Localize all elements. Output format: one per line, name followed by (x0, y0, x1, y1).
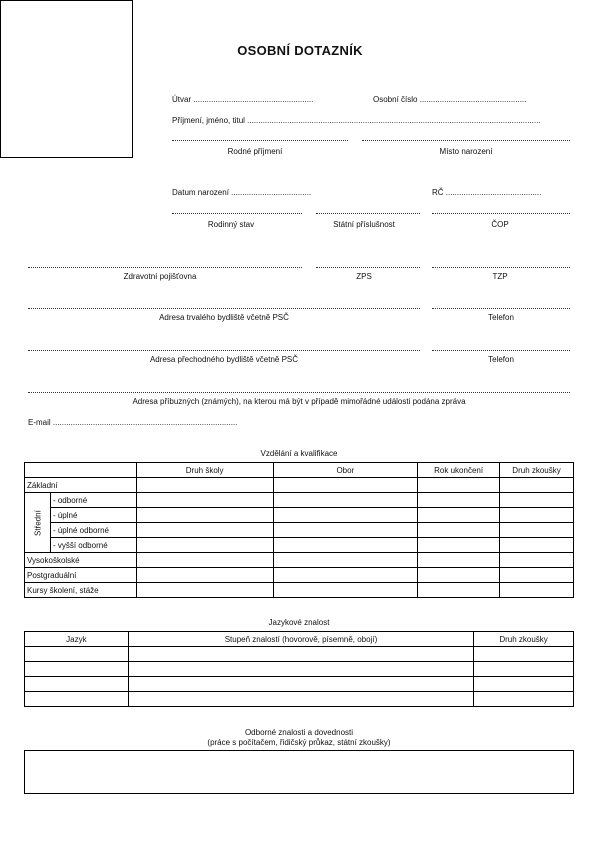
languages-cell[interactable] (128, 662, 473, 677)
education-cell[interactable] (273, 538, 418, 553)
education-label-uplne-odborne: - úplné odborné (50, 523, 136, 538)
photo-box[interactable] (0, 0, 133, 158)
zdravotni-pojistovna-label: Zdravotní pojišťovna (123, 272, 197, 281)
telefon1-label: Telefon (488, 313, 514, 322)
rodne-prijmeni-line[interactable] (172, 140, 348, 141)
education-cell[interactable] (418, 553, 500, 568)
misto-narozeni-label: Místo narození (439, 147, 493, 156)
education-header-rok: Rok ukončení (418, 463, 500, 478)
languages-row (25, 662, 574, 677)
languages-row (25, 677, 574, 692)
education-cell[interactable] (273, 583, 418, 598)
education-row-zakladni (25, 478, 574, 493)
languages-header-row (25, 632, 574, 647)
education-cell[interactable] (418, 523, 500, 538)
education-row-stredni-odborne (25, 493, 574, 508)
education-label-zakladni: Základní (25, 478, 137, 493)
education-cell[interactable] (500, 493, 574, 508)
languages-header-druh-zkousky: Druh zkoušky (474, 632, 574, 647)
education-label-uplne: - úplné (50, 508, 136, 523)
education-label-vysokoskolske: Vysokoškolské (25, 553, 137, 568)
education-header-empty (25, 463, 137, 478)
adresa-pribuznych-label: Adresa příbuzných (známých), na kterou má být v případě mimořádné události podána zpráva (132, 397, 466, 406)
education-cell[interactable] (136, 478, 273, 493)
education-cell[interactable] (136, 583, 273, 598)
languages-cell[interactable] (25, 647, 129, 662)
languages-title: Jazykové znalost (268, 618, 330, 627)
education-row-stredni-uplne (25, 508, 574, 523)
education-cell[interactable] (418, 568, 500, 583)
education-cell[interactable] (500, 568, 574, 583)
languages-header-stupen: Stupeň znalostí (hovorově, písemně, obojí) (128, 632, 473, 647)
education-cell[interactable] (418, 508, 500, 523)
datum-narozeni-field[interactable]: Datum narození .................................... (172, 188, 312, 197)
statni-prislusnost-line[interactable] (316, 213, 420, 214)
telefon2-line[interactable] (432, 350, 570, 351)
education-cell[interactable] (418, 493, 500, 508)
education-cell[interactable] (273, 523, 418, 538)
page-title: OSOBNÍ DOTAZNÍK (237, 43, 363, 58)
education-row-postgradualni (25, 568, 574, 583)
skills-subtitle: (práce s počítačem, řidičský průkaz, státní zkoušky) (207, 738, 391, 747)
tzp-label: TZP (492, 272, 508, 281)
zps-line[interactable] (316, 267, 420, 268)
telefon2-label: Telefon (488, 355, 514, 364)
zps-label: ZPS (356, 272, 372, 281)
education-cell[interactable] (418, 478, 500, 493)
education-cell[interactable] (273, 508, 418, 523)
adresa-prechodneho-label: Adresa přechodného bydliště včetně PSČ (149, 355, 299, 364)
education-row-kursy (25, 583, 574, 598)
rodinny-stav-line[interactable] (172, 213, 302, 214)
email-field[interactable]: E-mail ................................................................................... (28, 418, 238, 427)
education-cell[interactable] (273, 553, 418, 568)
telefon1-line[interactable] (432, 308, 570, 309)
languages-cell[interactable] (128, 647, 473, 662)
languages-row (25, 692, 574, 707)
education-label-stredni: Střední (25, 493, 51, 553)
zdravotni-pojistovna-line[interactable] (28, 267, 302, 268)
adresa-trvaleho-line[interactable] (28, 308, 420, 309)
education-cell[interactable] (273, 493, 418, 508)
education-label-odborne: - odborné (50, 493, 136, 508)
education-header-obor: Obor (273, 463, 418, 478)
education-cell[interactable] (500, 583, 574, 598)
languages-cell[interactable] (128, 692, 473, 707)
education-cell[interactable] (136, 493, 273, 508)
education-header-druh-skoly: Druh školy (136, 463, 273, 478)
adresa-pribuznych-line[interactable] (28, 392, 570, 393)
languages-header-jazyk: Jazyk (25, 632, 129, 647)
rodinny-stav-label: Rodinný stav (207, 220, 255, 229)
cop-label: ČOP (491, 220, 509, 229)
education-header-row (25, 463, 574, 478)
education-cell[interactable] (136, 508, 273, 523)
education-cell[interactable] (136, 538, 273, 553)
education-table (24, 462, 574, 598)
education-cell[interactable] (136, 553, 273, 568)
education-cell[interactable] (500, 478, 574, 493)
rodne-prijmeni-label: Rodné příjmení (227, 147, 283, 156)
education-cell[interactable] (136, 523, 273, 538)
adresa-trvaleho-label: Adresa trvalého bydliště včetně PSČ (159, 313, 289, 322)
education-cell[interactable] (500, 553, 574, 568)
statni-prislusnost-label: Státní příslušnost (333, 220, 395, 229)
education-cell[interactable] (500, 538, 574, 553)
skills-title: Odborné znalosti a dovednosti (244, 728, 354, 737)
languages-cell[interactable] (474, 692, 574, 707)
education-row-vysokoskolske (25, 553, 574, 568)
languages-cell[interactable] (128, 677, 473, 692)
languages-cell[interactable] (25, 677, 129, 692)
education-title: Vzdělání a kvalifikace (260, 449, 338, 458)
languages-cell[interactable] (25, 692, 129, 707)
osobni-cislo-field[interactable]: Osobní číslo ................................................ (373, 95, 527, 104)
languages-cell[interactable] (25, 662, 129, 677)
education-row-stredni-uplne-odborne (25, 523, 574, 538)
utvar-field[interactable]: Útvar ...................................................... (172, 95, 314, 104)
misto-narozeni-line[interactable] (362, 140, 570, 141)
education-cell[interactable] (273, 568, 418, 583)
education-label-vyssi-odborne: - vyšší odborné (50, 538, 136, 553)
languages-cell[interactable] (474, 677, 574, 692)
skills-box[interactable] (24, 750, 574, 794)
cop-line[interactable] (432, 213, 570, 214)
education-header-druh-zkousky: Druh zkoušky (500, 463, 574, 478)
adresa-prechodneho-line[interactable] (28, 350, 420, 351)
education-row-stredni-vyssi-odborne (25, 538, 574, 553)
education-label-postgradualni: Postgraduální (25, 568, 137, 583)
prijmeni-field[interactable]: Příjmení, jméno, titul .................................................................................................................................... (172, 116, 541, 125)
languages-cell[interactable] (474, 662, 574, 677)
education-cell[interactable] (500, 523, 574, 538)
tzp-line[interactable] (432, 267, 570, 268)
rc-field[interactable]: RČ ........................................... (432, 188, 542, 197)
education-cell[interactable] (136, 568, 273, 583)
education-label-kursy: Kursy školení, stáže (25, 583, 137, 598)
education-cell[interactable] (273, 478, 418, 493)
education-cell[interactable] (418, 583, 500, 598)
languages-row (25, 647, 574, 662)
education-cell[interactable] (418, 538, 500, 553)
languages-table (24, 631, 574, 707)
education-cell[interactable] (500, 508, 574, 523)
languages-cell[interactable] (474, 647, 574, 662)
